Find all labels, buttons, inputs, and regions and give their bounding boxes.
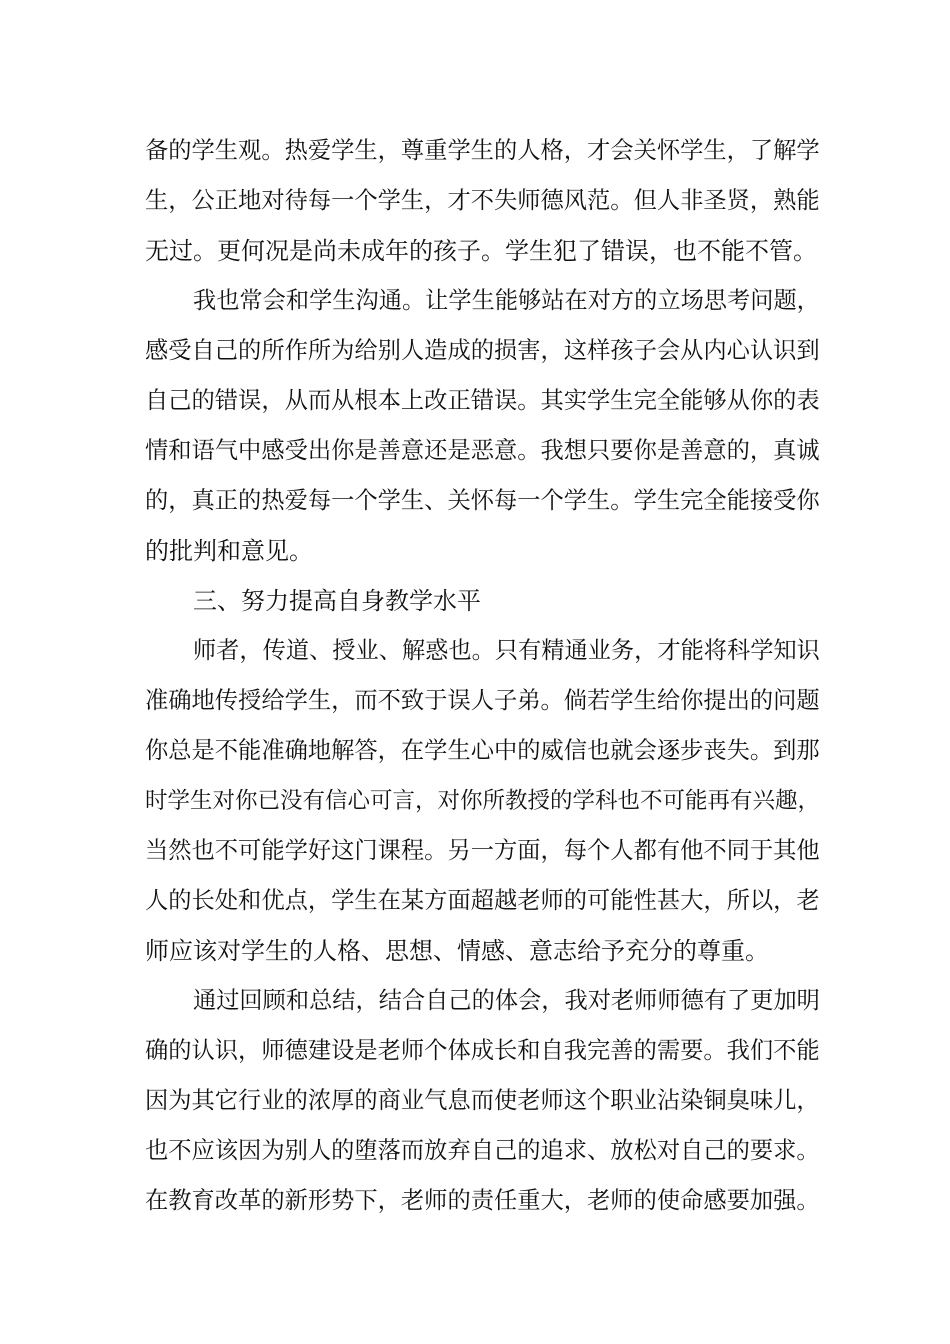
- paragraph-first-line: 师者，传道、授业、解惑也。只有精通业务，才能将科学知识: [193, 637, 820, 664]
- text-line: 你总是不能准确地解答，在学生心中的威信也就会逐步丧失。到那: [145, 737, 820, 764]
- text-line: 无过。更何况是尚未成年的孩子。学生犯了错误，也不能不管。: [145, 237, 817, 265]
- text-line: 时学生对你已没有信心可言，对你所教授的学科也不可能再有兴趣，: [145, 788, 821, 814]
- text-line: 的批判和意见。: [145, 537, 313, 565]
- text-line: 感受自己的所作所为给别人造成的损害，这样孩子会从内心认识到: [145, 337, 820, 364]
- text-line: 因为其它行业的浓厚的商业气息而使老师这个职业沾染铜臭味儿，: [145, 1087, 820, 1114]
- text-line: 师应该对学生的人格、思想、情感、意志给予充分的尊重。: [145, 937, 769, 965]
- text-line: 的，真正的热爱每一个学生、关怀每一个学生。学生完全能接受你: [145, 487, 820, 514]
- text-line: 自己的错误，从而从根本上改正错误。其实学生完全能够从你的表: [145, 387, 820, 414]
- paragraph-first-line: 通过回顾和总结，结合自己的体会，我对老师师德有了更加明: [193, 987, 820, 1014]
- text-line: 也不应该因为别人的堕落而放弃自己的追求、放松对自己的要求。: [145, 1137, 820, 1164]
- text-line: 准确地传授给学生，而不致于误人子弟。倘若学生给你提出的问题: [145, 687, 820, 714]
- section-heading: 三、努力提高自身教学水平: [193, 587, 481, 615]
- text-line: 当然也不可能学好这门课程。另一方面，每个人都有他不同于其他: [145, 837, 820, 864]
- text-line: 人的长处和优点，学生在某方面超越老师的可能性甚大，所以，老: [145, 887, 820, 914]
- paragraph-first-line: 我也常会和学生沟通。让学生能够站在对方的立场思考问题，: [193, 287, 820, 314]
- text-line: 生，公正地对待每一个学生，才不失师德风范。但人非圣贤，熟能: [145, 187, 820, 214]
- text-line: 备的学生观。热爱学生，尊重学生的人格，才会关怀学生，了解学: [145, 137, 820, 164]
- text-line: 确的认识，师德建设是老师个体成长和自我完善的需要。我们不能: [145, 1037, 820, 1064]
- text-line: 在教育改革的新形势下，老师的责任重大，老师的使命感要加强。: [145, 1187, 820, 1214]
- text-line: 情和语气中感受出你是善意还是恶意。我想只要你是善意的，真诚: [145, 437, 820, 464]
